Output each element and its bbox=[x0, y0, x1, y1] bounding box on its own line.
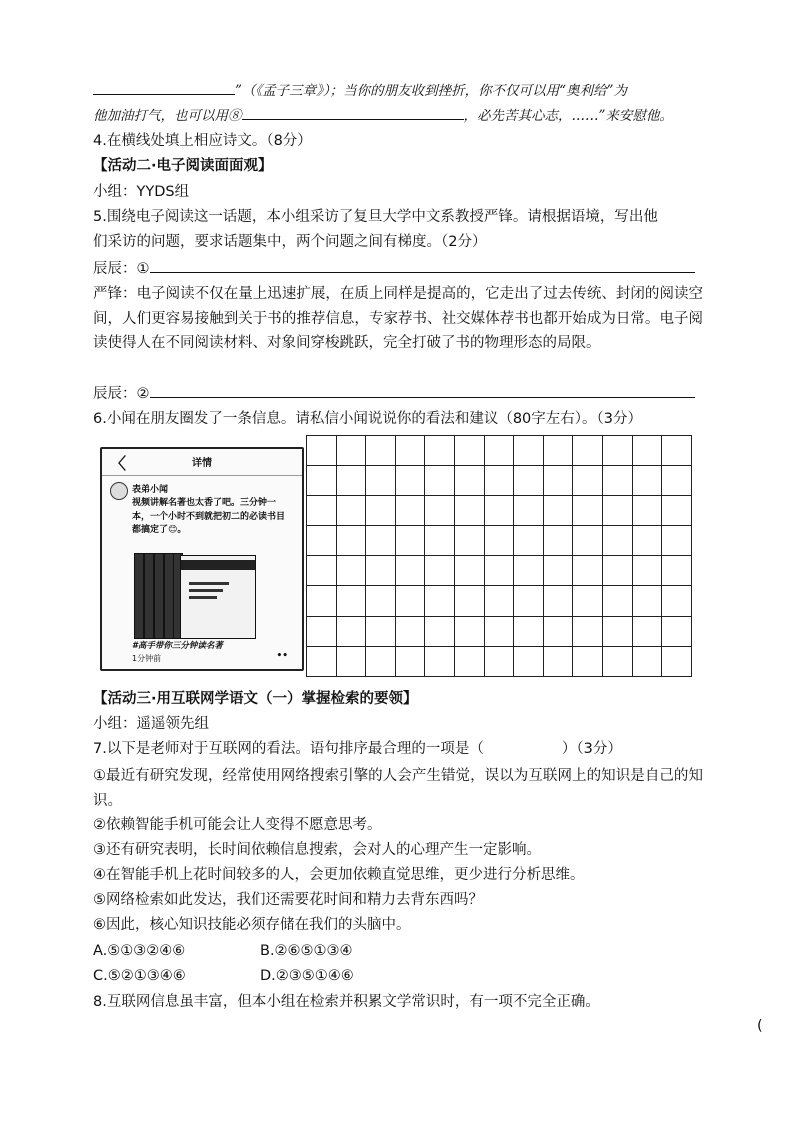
grid-row bbox=[307, 466, 692, 496]
grid-cell[interactable] bbox=[603, 496, 633, 526]
book-spine bbox=[144, 553, 154, 639]
grid-cell[interactable] bbox=[662, 617, 692, 647]
line1-text: ”（《孟子三章》）；当你的朋友收到挫折，你不仅可以用“奥利给”为 bbox=[235, 83, 627, 99]
grid-cell[interactable] bbox=[603, 617, 633, 647]
question-7-prompt bbox=[93, 739, 622, 759]
grid-cell[interactable] bbox=[425, 617, 455, 647]
grid-cell[interactable] bbox=[662, 647, 692, 677]
grid-cell[interactable] bbox=[485, 556, 515, 586]
screenshot-header bbox=[102, 449, 302, 476]
grid-cell[interactable] bbox=[603, 526, 633, 556]
grid-cell[interactable] bbox=[485, 466, 515, 496]
grid-row bbox=[307, 586, 692, 616]
interview-question-1 bbox=[93, 258, 695, 279]
sentence-5: ⑤网络检索如此发达，我们还需要花时间和精力去背东西吗？ bbox=[93, 892, 483, 908]
answer-blank-8[interactable] bbox=[242, 105, 464, 120]
grid-cell[interactable] bbox=[337, 556, 367, 586]
grid-row bbox=[307, 496, 692, 526]
grid-cell[interactable] bbox=[307, 466, 337, 496]
chenchen-label-1: 辰辰：① bbox=[93, 261, 150, 277]
grid-cell[interactable] bbox=[544, 617, 574, 647]
question-7-text: 7.以下是老师对于互联网的看法。语句排序最合理的一项是（ bbox=[93, 741, 484, 757]
grid-cell[interactable] bbox=[633, 466, 663, 496]
option-c[interactable]: C.⑤②①③④⑥ bbox=[93, 968, 186, 984]
grid-cell[interactable] bbox=[514, 617, 544, 647]
grid-cell[interactable] bbox=[337, 496, 367, 526]
grid-cell[interactable] bbox=[455, 617, 485, 647]
answer-blank-q5-2[interactable] bbox=[150, 383, 695, 398]
grid-cell[interactable] bbox=[633, 586, 663, 616]
grid-cell[interactable] bbox=[544, 436, 574, 466]
option-d[interactable]: D.②③⑤①④⑥ bbox=[260, 968, 354, 984]
grid-cell[interactable] bbox=[544, 586, 574, 616]
sentence-4: ④在智能手机上花时间较多的人，会更加依赖直觉思维，更少进行分析思维。 bbox=[93, 867, 585, 883]
back-arrow-icon: 〈 bbox=[110, 454, 127, 473]
grid-cell[interactable] bbox=[544, 526, 574, 556]
grid-cell[interactable] bbox=[633, 617, 663, 647]
book-stack-image bbox=[134, 553, 254, 639]
grid-cell[interactable] bbox=[485, 647, 515, 677]
grid-cell[interactable] bbox=[544, 496, 574, 526]
activity-3-group: 小组：遥遥领先组 bbox=[93, 716, 209, 732]
grid-cell[interactable] bbox=[662, 496, 692, 526]
grid-cell[interactable] bbox=[425, 526, 455, 556]
grid-cell[interactable] bbox=[662, 586, 692, 616]
book-spine bbox=[134, 553, 144, 639]
grid-cell[interactable] bbox=[485, 526, 515, 556]
grid-cell[interactable] bbox=[455, 436, 485, 466]
grid-cell[interactable] bbox=[396, 647, 426, 677]
writing-grid[interactable] bbox=[306, 435, 692, 677]
grid-cell[interactable] bbox=[307, 556, 337, 586]
sentence-3: ③还有研究表明，长时间依赖信息搜索，会对人的心理产生一定影响。 bbox=[93, 842, 541, 858]
grid-cell[interactable] bbox=[396, 617, 426, 647]
grid-cell[interactable] bbox=[633, 556, 663, 586]
grid-cell[interactable] bbox=[366, 556, 396, 586]
post-hashtag: #高手带你三分钟读名著 bbox=[132, 641, 223, 651]
post-author: 表弟小闻 bbox=[132, 485, 169, 495]
grid-cell[interactable] bbox=[307, 436, 337, 466]
poem-fill-line-2 bbox=[93, 105, 673, 126]
book-spine bbox=[154, 553, 164, 639]
grid-cell[interactable] bbox=[366, 647, 396, 677]
grid-cell[interactable] bbox=[544, 466, 574, 496]
moments-screenshot bbox=[100, 447, 304, 671]
grid-cell[interactable] bbox=[396, 556, 426, 586]
activity-2-title: 【活动二·电子阅读面面观】 bbox=[93, 158, 273, 174]
option-a[interactable]: A.⑤①③②④⑥ bbox=[93, 943, 186, 959]
grid-cell[interactable] bbox=[633, 436, 663, 466]
grid-cell[interactable] bbox=[366, 586, 396, 616]
book-cover bbox=[180, 555, 256, 639]
grid-cell[interactable] bbox=[514, 647, 544, 677]
grid-cell[interactable] bbox=[307, 496, 337, 526]
grid-cell[interactable] bbox=[514, 586, 544, 616]
grid-cell[interactable] bbox=[337, 647, 367, 677]
grid-cell[interactable] bbox=[366, 496, 396, 526]
grid-cell[interactable] bbox=[366, 526, 396, 556]
grid-cell[interactable] bbox=[337, 526, 367, 556]
grid-cell[interactable] bbox=[573, 436, 603, 466]
post-message: 视频讲解名著也太香了吧。三分钟一本，一个小时不到就把初二的必读书目都搞定了😊。 bbox=[132, 498, 286, 535]
grid-cell[interactable] bbox=[603, 586, 633, 616]
grid-cell[interactable] bbox=[485, 496, 515, 526]
screenshot-title: 详情 bbox=[192, 458, 212, 469]
grid-cell[interactable] bbox=[425, 647, 455, 677]
activity-3-title: 【活动三·用互联网学语文（一）掌握检索的要领】 bbox=[93, 691, 418, 707]
chenchen-label-2: 辰辰：② bbox=[93, 386, 150, 402]
grid-cell[interactable] bbox=[514, 526, 544, 556]
grid-cell[interactable] bbox=[573, 647, 603, 677]
grid-cell[interactable] bbox=[307, 526, 337, 556]
margin-paren: ( bbox=[757, 1018, 763, 1034]
grid-cell[interactable] bbox=[573, 496, 603, 526]
grid-cell[interactable] bbox=[603, 647, 633, 677]
grid-cell[interactable] bbox=[514, 556, 544, 586]
question-4: 4.在横线处填上相应诗文。（8分） bbox=[93, 133, 312, 149]
grid-cell[interactable] bbox=[573, 617, 603, 647]
activity-2-group: 小组：YYDS组 bbox=[93, 184, 190, 200]
grid-cell[interactable] bbox=[485, 586, 515, 616]
grid-cell[interactable] bbox=[603, 466, 633, 496]
sentence-2: ②依赖智能手机可能会让人变得不愿意思考。 bbox=[93, 817, 382, 833]
grid-cell[interactable] bbox=[514, 466, 544, 496]
grid-cell[interactable] bbox=[396, 466, 426, 496]
grid-cell[interactable] bbox=[337, 436, 367, 466]
question-8-prompt: 8.互联网信息虽丰富，但本小组在检索并积累文学常识时，有一项不完全正确。 bbox=[93, 994, 600, 1010]
grid-cell[interactable] bbox=[514, 436, 544, 466]
line2-before: 他加油打气，也可以用⑧ bbox=[93, 108, 242, 124]
grid-cell[interactable] bbox=[396, 526, 426, 556]
grid-cell[interactable] bbox=[425, 496, 455, 526]
question-6-prompt: 6.小闻在朋友圈发了一条信息。请私信小闻说说你的看法和建议（80字左右）。（3分） bbox=[93, 411, 643, 427]
grid-cell[interactable] bbox=[455, 526, 485, 556]
grid-cell[interactable] bbox=[366, 617, 396, 647]
question-5-prompt-1: 5.围绕电子阅读这一话题，本小组采访了复旦大学中文系教授严锋。请根据语境，写出他 bbox=[93, 209, 658, 225]
grid-row bbox=[307, 556, 692, 586]
yanfeng-answer: 严锋：电子阅读不仅在量上迅速扩展，在质上同样是提高的，它走出了过去传统、封闭的阅读空间，人们更容易接触到关于书的推荐信息，专家荐书、社交媒体荐书也都开始成为日常。电子阅读使得人在不同阅读材料、对象间穿梭跳跃，完全打破了书的物理形态的局限。 bbox=[93, 286, 703, 351]
grid-cell[interactable] bbox=[485, 617, 515, 647]
sentence-6: ⑥因此，核心知识技能必须存储在我们的头脑中。 bbox=[93, 917, 411, 933]
grid-cell[interactable] bbox=[573, 586, 603, 616]
grid-row bbox=[307, 617, 692, 647]
grid-cell[interactable] bbox=[544, 556, 574, 586]
grid-cell[interactable] bbox=[544, 647, 574, 677]
grid-cell[interactable] bbox=[455, 466, 485, 496]
grid-cell[interactable] bbox=[514, 496, 544, 526]
question-5-prompt-2: 们采访的问题，要求话题集中，两个问题之间有梯度。（2分） bbox=[93, 234, 487, 250]
grid-cell[interactable] bbox=[366, 466, 396, 496]
sentence-1: ①最近有研究发现，经常使用网络搜索引擎的人会产生错觉，误以为互联网上的知识是自己的知识。 bbox=[93, 768, 703, 809]
grid-cell[interactable] bbox=[396, 436, 426, 466]
grid-cell[interactable] bbox=[307, 647, 337, 677]
grid-cell[interactable] bbox=[633, 526, 663, 556]
grid-cell[interactable] bbox=[633, 496, 663, 526]
grid-cell[interactable] bbox=[366, 436, 396, 466]
grid-cell[interactable] bbox=[485, 436, 515, 466]
avatar bbox=[110, 482, 128, 500]
grid-cell[interactable] bbox=[662, 466, 692, 496]
grid-cell[interactable] bbox=[603, 556, 633, 586]
answer-blank-7[interactable] bbox=[93, 80, 235, 95]
grid-cell[interactable] bbox=[662, 556, 692, 586]
grid-row bbox=[307, 436, 692, 466]
option-b[interactable]: B.②⑥⑤①③④ bbox=[260, 943, 353, 959]
grid-cell[interactable] bbox=[307, 586, 337, 616]
question-7-score: ）（3分） bbox=[561, 741, 622, 757]
answer-blank-q5-1[interactable] bbox=[150, 258, 695, 273]
grid-cell[interactable] bbox=[662, 436, 692, 466]
grid-cell[interactable] bbox=[633, 647, 663, 677]
grid-cell[interactable] bbox=[425, 436, 455, 466]
grid-cell[interactable] bbox=[396, 586, 426, 616]
grid-cell[interactable] bbox=[455, 556, 485, 586]
grid-cell[interactable] bbox=[425, 466, 455, 496]
grid-cell[interactable] bbox=[455, 496, 485, 526]
line2-after: ，必先苦其心志，……”来安慰他。 bbox=[463, 108, 673, 124]
grid-cell[interactable] bbox=[337, 466, 367, 496]
grid-cell[interactable] bbox=[396, 496, 426, 526]
poem-fill-line-1 bbox=[93, 80, 627, 101]
grid-row bbox=[307, 647, 692, 677]
grid-cell[interactable] bbox=[455, 586, 485, 616]
more-dots-icon: •• bbox=[276, 651, 288, 661]
grid-cell[interactable] bbox=[307, 617, 337, 647]
grid-cell[interactable] bbox=[662, 526, 692, 556]
grid-row bbox=[307, 526, 692, 556]
grid-cell[interactable] bbox=[573, 556, 603, 586]
grid-cell[interactable] bbox=[425, 586, 455, 616]
post-time: 1分钟前 bbox=[132, 654, 162, 663]
grid-cell[interactable] bbox=[425, 556, 455, 586]
grid-cell[interactable] bbox=[573, 526, 603, 556]
grid-cell[interactable] bbox=[337, 617, 367, 647]
interview-question-2 bbox=[93, 383, 695, 404]
grid-cell[interactable] bbox=[573, 466, 603, 496]
grid-cell[interactable] bbox=[455, 647, 485, 677]
grid-cell[interactable] bbox=[337, 586, 367, 616]
grid-cell[interactable] bbox=[603, 436, 633, 466]
